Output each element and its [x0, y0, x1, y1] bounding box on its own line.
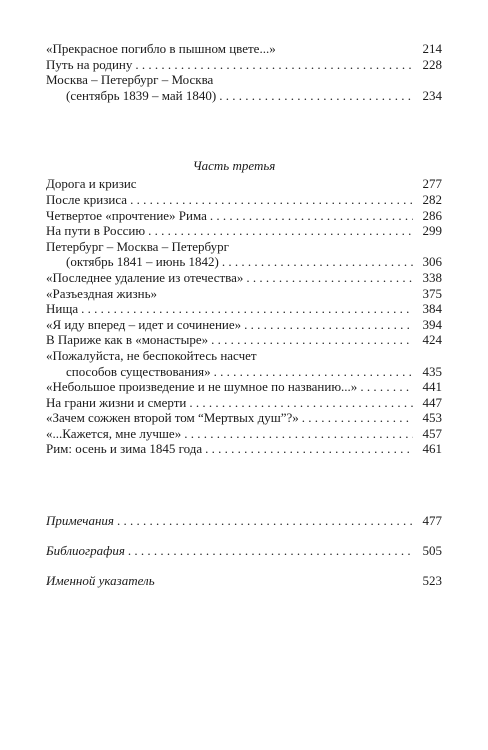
- toc-entry: [46, 88, 442, 104]
- toc-entry: [46, 286, 442, 302]
- toc-entry-title: «Небольшое произведение и не шумное по названию...»: [46, 379, 358, 395]
- toc-entry-title: «...Кажется, мне лучше»: [46, 425, 182, 441]
- toc-page-number: 277: [422, 176, 442, 192]
- toc-entry: [46, 301, 442, 317]
- toc-entry-title: (октябрь 1841 – июнь 1842): [66, 254, 219, 270]
- toc-entry-title: «Последнее удаление из отечества»: [46, 269, 244, 285]
- toc-page-number: 461: [422, 441, 442, 457]
- toc-page-number: 394: [422, 316, 442, 332]
- toc-leader-dots: [135, 57, 413, 73]
- toc-entry: [46, 379, 442, 395]
- toc-leader-dots: [205, 441, 413, 457]
- toc-entry: [46, 426, 442, 442]
- toc-leader-dots: [302, 410, 413, 426]
- toc-page-number: 214: [422, 41, 442, 56]
- toc-page-number: 424: [422, 332, 442, 348]
- toc-entry-title: (сентябрь 1839 – май 1840): [66, 87, 217, 103]
- toc-entry-title: Путь на родину: [46, 56, 133, 72]
- toc-entry: [46, 176, 442, 192]
- toc-entry-title: «Я иду вперед – идет и сочинение»: [46, 316, 242, 332]
- toc-page-number: 228: [422, 56, 442, 72]
- toc-entry: [46, 513, 442, 529]
- toc-entry: [46, 254, 442, 270]
- toc-page-number: 234: [422, 87, 442, 103]
- table-of-contents: [46, 41, 442, 604]
- toc-leader-dots: [184, 426, 413, 442]
- toc-entry-title: Именной указатель: [46, 573, 155, 589]
- toc-entry: [46, 41, 442, 57]
- toc-leader-dots: [148, 223, 413, 239]
- toc-leader-dots: [117, 513, 413, 529]
- toc-entry: [46, 332, 442, 348]
- toc-entry-title: Библиография: [46, 543, 125, 559]
- toc-entry-title: Четвертое «прочтение» Рима: [46, 207, 207, 223]
- toc-entry-title: После кризиса: [46, 191, 128, 207]
- toc-page-number: 375: [422, 285, 442, 301]
- toc-entry-title: Примечания: [46, 513, 114, 529]
- toc-page-number: 338: [422, 269, 442, 285]
- toc-page-number: 306: [422, 254, 442, 270]
- toc-entry-title: Дорога и кризис: [46, 176, 137, 192]
- toc-entry: [46, 573, 442, 589]
- toc-entry-title: В Париже как в «монастыре»: [46, 332, 209, 348]
- toc-entry: [46, 395, 442, 411]
- toc-page-number: 441: [422, 379, 442, 395]
- toc-page-number: 299: [422, 223, 442, 239]
- toc-page-number: 435: [422, 363, 442, 379]
- toc-leader-dots: [246, 270, 413, 286]
- toc-leader-dots: [210, 208, 413, 224]
- toc-leader-dots: [219, 88, 413, 104]
- toc-page-number: 453: [422, 410, 442, 426]
- toc-leader-dots: [130, 192, 413, 208]
- back-matter: [46, 513, 442, 589]
- toc-entry: [46, 270, 442, 286]
- toc-leader-dots: [211, 332, 413, 348]
- toc-entry: [46, 364, 442, 380]
- toc-leader-dots: [214, 364, 413, 380]
- toc-entry-title: На грани жизни и смерти: [46, 394, 187, 410]
- toc-entry: [46, 57, 442, 73]
- toc-page-number: 282: [422, 191, 442, 207]
- toc-page-number: 477: [422, 513, 442, 529]
- toc-page-number: 457: [422, 425, 442, 441]
- toc-entry-title: «Разъездная жизнь»: [46, 285, 157, 301]
- toc-leader-dots: [189, 395, 413, 411]
- toc-entry: [46, 223, 442, 239]
- toc-entry-line: Петербург – Москва – Петербург: [46, 238, 230, 254]
- toc-entry: [46, 441, 442, 457]
- toc-leader-dots: [81, 301, 413, 317]
- toc-entry: [46, 208, 442, 224]
- toc-page-number: 286: [422, 207, 442, 223]
- toc-page-number: 447: [422, 394, 442, 410]
- toc-entry-title: «Зачем сожжен второй том “Мертвых душ”?»: [46, 410, 299, 426]
- toc-entry-title: Нища: [46, 301, 79, 317]
- toc-entry: [46, 543, 442, 559]
- toc-entry-title: На пути в Россию: [46, 223, 146, 239]
- toc-entry-title: Рим: осень и зима 1845 года: [46, 441, 203, 457]
- toc-leader-dots: [360, 379, 413, 395]
- part-two-tail: [46, 41, 442, 103]
- toc-entry-title: способов существования»: [66, 363, 211, 379]
- part-three-entries: [46, 176, 442, 457]
- toc-entry-title: «Прекрасное погибло в пышном цвете...»: [46, 41, 276, 56]
- toc-leader-dots: [222, 254, 413, 270]
- toc-page-number: 384: [422, 301, 442, 317]
- toc-page-number: 505: [422, 543, 442, 559]
- toc-entry: [46, 192, 442, 208]
- toc-entry-line: Москва – Петербург – Москва: [46, 72, 214, 88]
- toc-entry: [46, 317, 442, 333]
- toc-entry-line: «Пожалуйста, не беспокойтесь насчет: [46, 347, 257, 363]
- toc-leader-dots: [128, 543, 413, 559]
- part-heading: Часть третья: [192, 158, 276, 174]
- toc-entry: [46, 410, 442, 426]
- toc-leader-dots: [244, 317, 413, 333]
- toc-page-number: 523: [422, 573, 442, 589]
